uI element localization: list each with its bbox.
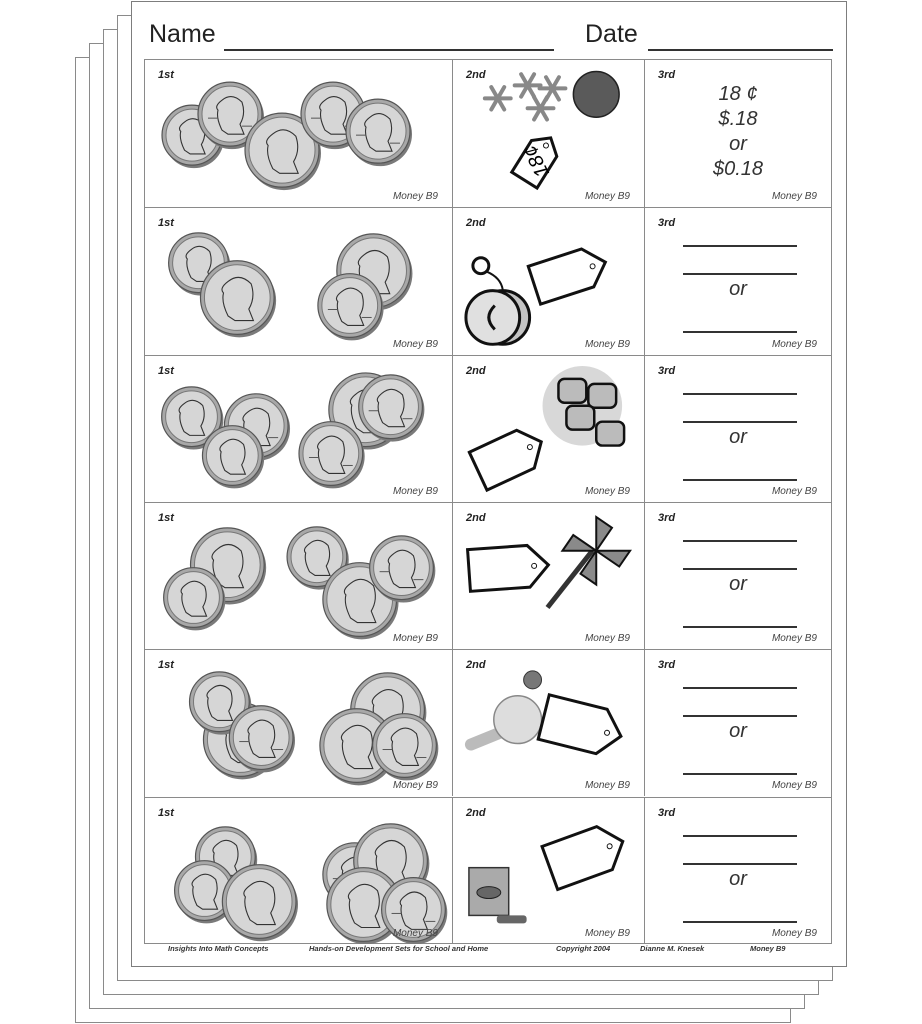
step-label-1st: 1st — [158, 511, 174, 524]
coins-cell — [145, 60, 452, 207]
footer-subtitle: Hands-on Development Sets for School and Home — [309, 944, 489, 953]
item-cell — [452, 356, 644, 502]
pinwheel-icon — [548, 551, 593, 608]
money-code: Money B9 — [392, 780, 438, 792]
step-label-1st: 1st — [158, 69, 174, 81]
price-tag-label: 18¢ — [519, 141, 554, 181]
answer-blank-dollars[interactable] — [683, 421, 797, 423]
answer-dollars-short: $.18 — [718, 108, 758, 130]
step-label-3rd: 3rd — [658, 659, 676, 672]
answer-or: or — [729, 278, 747, 301]
item-cell — [452, 60, 644, 207]
answer-cell — [644, 650, 831, 796]
step-label-2nd: 2nd — [466, 217, 486, 230]
answer-blank-cents[interactable] — [683, 687, 797, 689]
footer-series: Insights Into Math Concepts — [168, 944, 269, 953]
ball-icon — [573, 71, 619, 117]
coins-illustration — [145, 208, 452, 354]
price-tag-icon — [542, 819, 631, 889]
coins-cell — [145, 650, 452, 796]
money-code: Money B9 — [584, 338, 630, 350]
price-tag-icon — [468, 544, 550, 591]
step-label-3rd: 3rd — [658, 69, 676, 81]
answer-or: or — [729, 425, 747, 448]
footer-code: Money B9 — [750, 944, 786, 953]
answer-blank-dollars-full[interactable] — [683, 479, 797, 481]
answer-blank-cents[interactable] — [683, 835, 797, 837]
penny-coin-icon — [346, 99, 412, 166]
money-code: Money B9 — [584, 927, 630, 939]
money-code: Money B9 — [392, 191, 438, 203]
money-code: Money B9 — [771, 191, 817, 203]
coins-illustration — [145, 650, 452, 796]
answer-or: or — [729, 720, 747, 743]
answer-cell — [644, 503, 831, 649]
money-code: Money B9 — [392, 633, 438, 645]
step-label-1st: 1st — [158, 659, 174, 672]
exercise-row-3 — [145, 355, 831, 502]
toy-illustration — [453, 503, 644, 649]
toy-illustration — [453, 208, 644, 354]
item-cell — [452, 798, 644, 944]
price-tag-icon — [469, 422, 550, 489]
answer-blank-dollars[interactable] — [683, 715, 797, 717]
name-label: Name — [149, 20, 216, 48]
step-label-1st: 1st — [158, 364, 174, 377]
price-tag-icon — [528, 244, 611, 305]
exercise-row-6 — [145, 797, 831, 944]
money-code: Money B9 — [771, 633, 817, 645]
worksheet-page — [131, 1, 847, 967]
coins-illustration — [145, 503, 452, 649]
money-code: Money B9 — [584, 191, 630, 203]
date-field-line[interactable] — [648, 49, 833, 51]
step-label-2nd: 2nd — [466, 69, 486, 81]
nickel-coin-icon — [222, 864, 298, 941]
date-label: Date — [585, 20, 638, 48]
toy-illustration — [453, 356, 644, 502]
item-cell — [452, 650, 644, 796]
answer-blank-dollars[interactable] — [683, 863, 797, 865]
price-tag-icon — [538, 695, 626, 759]
answer-blank-cents[interactable] — [683, 540, 797, 542]
toy-illustration — [453, 60, 644, 207]
footer-copyright: Copyright 2004 — [556, 944, 611, 953]
penny-coin-icon — [299, 421, 365, 488]
answer-cents: 18 ¢ — [718, 83, 758, 105]
step-label-3rd: 3rd — [658, 511, 676, 524]
toy-illustration — [453, 650, 644, 796]
answer-blank-dollars-full[interactable] — [683, 331, 797, 333]
money-code: Money B9 — [584, 633, 630, 645]
answer-blank-dollars[interactable] — [683, 273, 797, 275]
step-label-2nd: 2nd — [466, 511, 486, 524]
answer-cell — [644, 208, 831, 354]
step-label-3rd: 3rd — [658, 217, 676, 230]
step-label-3rd: 3rd — [658, 364, 676, 377]
step-label-1st: 1st — [158, 806, 174, 819]
money-code: Money B9 — [771, 338, 817, 350]
money-code: Money B9 — [392, 485, 438, 497]
item-cell — [452, 208, 644, 354]
step-label-2nd: 2nd — [466, 364, 486, 377]
answer-blank-cents[interactable] — [683, 393, 797, 395]
answer-or: or — [729, 867, 747, 890]
coins-cell — [145, 356, 452, 502]
money-code: Money B9 — [771, 780, 817, 792]
money-code: Money B9 — [771, 485, 817, 497]
exercise-row-1 — [145, 60, 831, 207]
answer-cell — [644, 798, 831, 944]
answer-blank-dollars-full[interactable] — [683, 626, 797, 628]
exercise-row-4 — [145, 502, 831, 649]
exercise-grid — [144, 59, 832, 944]
answer-cell — [644, 356, 831, 502]
step-label-2nd: 2nd — [466, 659, 486, 672]
step-label-3rd: 3rd — [658, 806, 676, 819]
answer-blank-dollars[interactable] — [683, 568, 797, 570]
footer-author: Dianne M. Knesek — [640, 944, 705, 953]
answer-blank-dollars-full[interactable] — [683, 921, 797, 923]
answer-blank-dollars-full[interactable] — [683, 773, 797, 775]
coins-illustration — [145, 356, 452, 502]
nickel-coin-icon — [200, 261, 276, 338]
exercise-row-2 — [145, 207, 831, 354]
step-label-1st: 1st — [158, 217, 174, 230]
coins-cell — [145, 798, 452, 944]
name-field-line[interactable] — [224, 49, 554, 51]
answer-or: or — [729, 572, 747, 595]
coins-cell — [145, 503, 452, 649]
answer-or: or — [729, 133, 747, 155]
coins-cell — [145, 208, 452, 354]
exercise-row-5 — [145, 649, 831, 796]
answer-dollars-full: $0.18 — [712, 158, 764, 180]
money-code: Money B9 — [392, 338, 438, 350]
answer-blank-cents[interactable] — [683, 245, 797, 247]
money-code: Money B9 — [771, 927, 817, 939]
money-code: Money B9 — [584, 485, 630, 497]
money-code: Money B9 — [392, 927, 438, 939]
coins-illustration — [145, 60, 452, 207]
price-tag-icon — [508, 128, 568, 191]
answer-cell — [644, 60, 831, 207]
step-label-2nd: 2nd — [466, 806, 486, 819]
penny-coin-icon — [318, 274, 384, 341]
coins-illustration — [145, 798, 452, 944]
money-code: Money B9 — [584, 780, 630, 792]
item-cell — [452, 503, 644, 649]
toy-illustration — [453, 798, 644, 944]
